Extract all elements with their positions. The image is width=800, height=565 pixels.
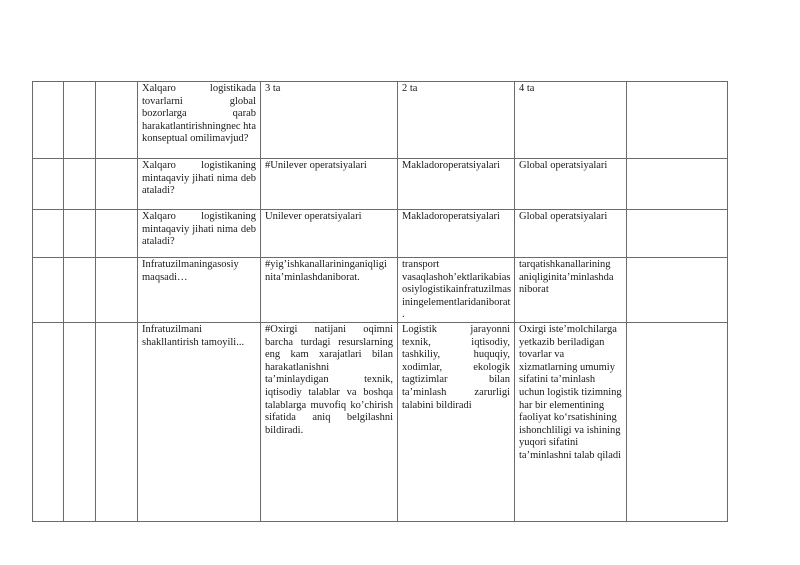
number-cell (33, 322, 64, 521)
question-cell: Xalqaro logistikaning mintaqaviy jihati nima deb ataladi? (138, 210, 261, 258)
answer-b-cell: 2 ta (398, 82, 515, 159)
number-cell (33, 258, 64, 323)
answer-c-cell: Global operatsiyalari (515, 159, 627, 210)
table-row (33, 322, 728, 521)
answer-a-cell: #Unilever operatsiyalari (261, 159, 398, 210)
question-cell: Infratuzilmani shakllantirish tamoyili... (138, 322, 261, 521)
blank-cell (96, 210, 138, 258)
number-cell (33, 159, 64, 210)
table-row (33, 82, 728, 159)
quiz-table (32, 81, 728, 522)
answer-b-cell: Makladoroperatsiyalari (398, 159, 515, 210)
answer-c-cell: tarqatishkanallarining aniqliginita’minlashda niborat (515, 258, 627, 323)
blank-cell (96, 159, 138, 210)
blank-cell (627, 322, 728, 521)
answer-b-cell: Makladoroperatsiyalari (398, 210, 515, 258)
blank-cell (64, 210, 96, 258)
question-cell: Xalqaro logistikada tovarlarni global bozorlarga qarab harakatlantirishningnec hta konseptual omilimavjud? (138, 82, 261, 159)
answer-c-cell: Global operatsiyalari (515, 210, 627, 258)
blank-cell (627, 258, 728, 323)
answer-a-cell: 3 ta (261, 82, 398, 159)
answer-c-cell: 4 ta (515, 82, 627, 159)
blank-cell (627, 159, 728, 210)
blank-cell (96, 322, 138, 521)
number-cell (33, 210, 64, 258)
blank-cell (627, 82, 728, 159)
question-cell: Infratuzilmaningasosiy maqsadi… (138, 258, 261, 323)
blank-cell (64, 82, 96, 159)
question-cell: Xalqaro logistikaning mintaqaviy jihati nima deb ataladi? (138, 159, 261, 210)
blank-cell (64, 159, 96, 210)
blank-cell (96, 258, 138, 323)
number-cell (33, 82, 64, 159)
blank-cell (627, 210, 728, 258)
answer-a-cell: #Oxirgi natijani oqimni barcha turdagi resurslarning eng kam xarajatlari bilan harakatlanishni ta’minlaydigan texnik, iqtisodiy talablar va boshqa talablarga muvofiq ko’chirish sifatida aniq belgilashni bildiradi. (261, 322, 398, 521)
answer-b-cell: Logistik jarayonni texnik, iqtisodiy, tashkiliy, huquqiy, xodimlar, ekologik tagtizimlar bilan ta’minlash zarurligi talabini bildiradi (398, 322, 515, 521)
table-row (33, 210, 728, 258)
answer-a-cell: Unilever operatsiyalari (261, 210, 398, 258)
answer-c-cell: Oxirgi iste’molchilarga yetkazib beriladigan tovarlar va xizmatlarning umumiy sifatini ta’minlash uchun logistik tizimning har bir elementining faoliyat ko‘rsatishining ishonchliligi va ishining yuqori sifatini ta’minlashni talab qiladi (515, 322, 627, 521)
answer-a-cell: #yig’ishkanallarininganiqligi nita’minlashdaniborat. (261, 258, 398, 323)
answer-b-cell: transport vasaqlashoh’ektlarikabias osiylogistikainfratuzilmas iningelementlaridaniborat . (398, 258, 515, 323)
blank-cell (96, 82, 138, 159)
table-row (33, 258, 728, 323)
blank-cell (64, 322, 96, 521)
blank-cell (64, 258, 96, 323)
table-row (33, 159, 728, 210)
